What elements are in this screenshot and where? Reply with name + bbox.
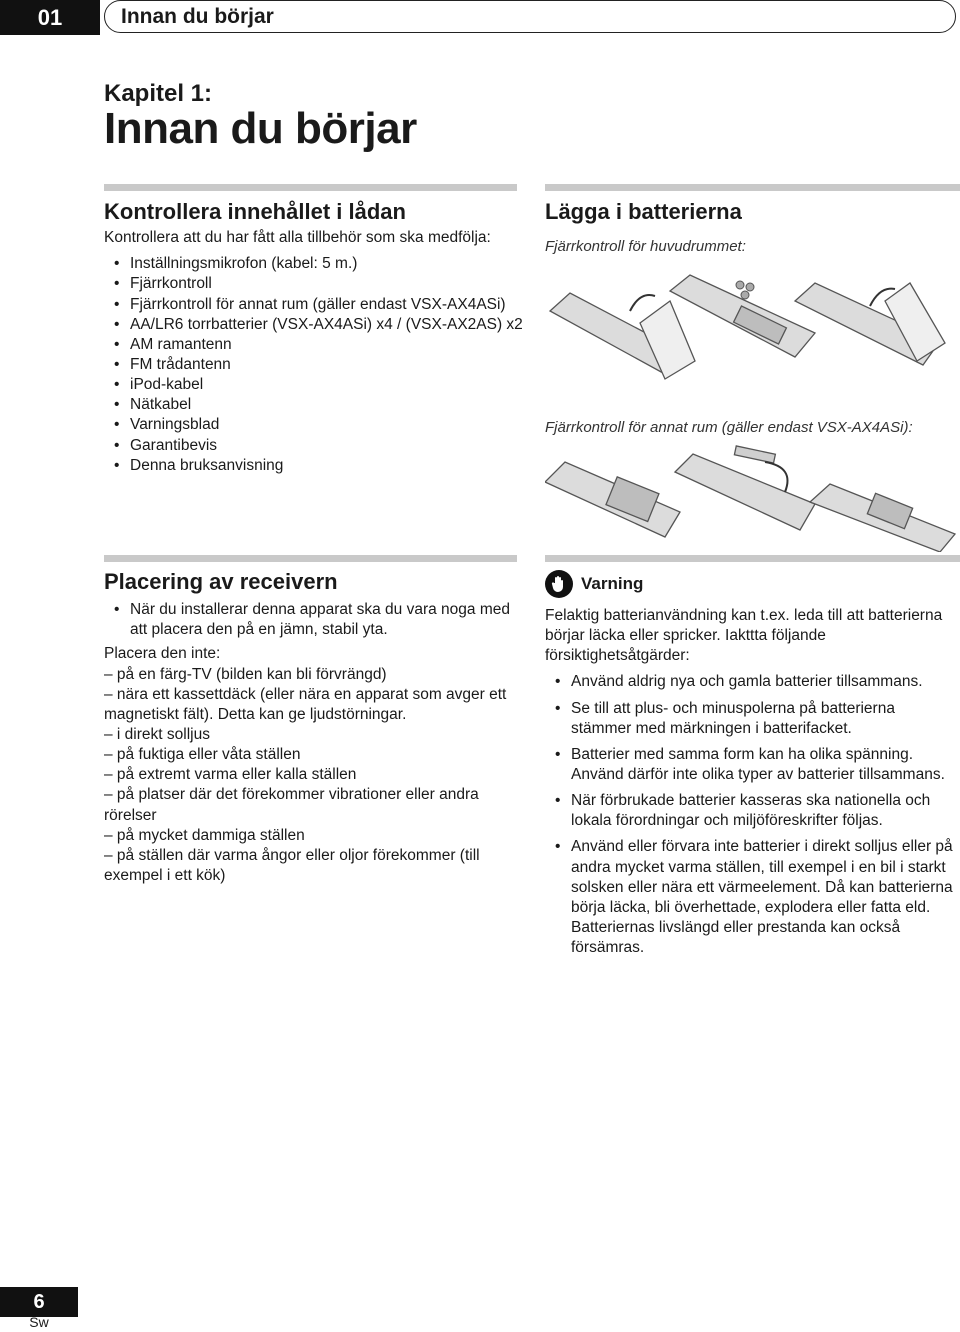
list-item: • Fjärrkontroll för annat rum (gäller endast VSX-AX4ASi) <box>104 295 524 315</box>
list-item: • Nätkabel <box>104 395 524 415</box>
list-item: • AM ramantenn <box>104 335 524 355</box>
list-item: • FM trådantenn <box>104 355 524 375</box>
warning-list <box>545 672 957 958</box>
warning-intro: Felaktig batterianvändning kan t.ex. leda till att batterierna börjar läcka eller spricker. Iakttta följande försiktighetsåtgärder: <box>545 607 943 665</box>
list-item: • Se till att plus- och minuspolerna på batterierna stämmer med märkningen i batterifacket. <box>545 699 957 739</box>
caption-main-remote: Fjärrkontroll för huvudrummet: <box>545 238 746 256</box>
placement-line: – på platser där det förekommer vibrationer eller andra rörelser <box>104 786 479 824</box>
chapter-title: Innan du börjar <box>104 104 417 153</box>
contents-section <box>104 200 524 476</box>
list-item: • Använd aldrig nya och gamla batterier tillsammans. <box>545 672 957 692</box>
caption-other-remote: Fjärrkontroll för annat rum (gäller endast VSX-AX4ASi): <box>545 419 913 437</box>
contents-intro: Kontrollera att du har fått alla tillbehör som ska medfölja: <box>104 229 491 247</box>
list-item: • När förbrukade batterier kasseras ska nationella och lokala förordningar och miljöföreskrifter följas. <box>545 791 957 831</box>
contents-heading: Kontrollera innehållet i lådan <box>104 199 406 224</box>
section-rule <box>104 555 517 562</box>
list-item: • Använd eller förvara inte batterier i direkt solljus eller på andra mycket varma ställen, till exempel i en bil i starkt solsken eller nära ett värmeelement. Då kan batterierna börja läcka, bli överhettade, explodera eller fatta eld. Batteriernas livslängd eller prestanda kan också försämras. <box>545 837 957 958</box>
placement-line: – på ställen där varma ångor eller oljor förekommer (till exempel i ett kök) <box>104 846 480 885</box>
list-item: • Garantibevis <box>104 436 524 456</box>
section-rule <box>104 184 517 191</box>
placement-line: – nära ett kassettdäck (eller nära en apparat som avger ett magnetiskt fält). Detta kan ge ljudstörningar. <box>104 685 507 723</box>
batteries-heading: Lägga i batterierna <box>545 199 742 224</box>
warning-section <box>545 570 957 964</box>
hand-stop-icon <box>545 570 573 598</box>
header-title-bar <box>104 0 956 33</box>
warning-title: Varning <box>581 574 644 593</box>
language-code: Sw <box>29 1314 49 1330</box>
section-rule <box>545 555 960 562</box>
placement-line: – i direkt solljus <box>104 726 210 744</box>
chapter-label: Kapitel 1: <box>104 80 213 107</box>
header-title: Innan du börjar <box>121 4 274 28</box>
other-remote-illustration <box>545 442 960 552</box>
placement-line: – på mycket dammiga ställen <box>104 826 305 844</box>
contents-list <box>104 254 524 476</box>
placement-line: – på fuktiga eller våta ställen <box>104 746 301 764</box>
list-item: • När du installerar denna apparat ska du vara noga med att placera den på en jämn, stabil yta. <box>104 600 520 640</box>
main-remote-illustration <box>545 261 960 401</box>
placement-bullets <box>104 600 520 640</box>
list-item: • Batterier med samma form kan ha olika spänning. Använd därför inte olika typer av batterier tillsammans. <box>545 745 957 785</box>
list-item: • Varningsblad <box>104 415 524 435</box>
warning-header <box>545 570 957 598</box>
list-item: • Denna bruksanvisning <box>104 456 524 476</box>
placement-line: – på en färg-TV (bilden kan bli förvrängd) <box>104 665 387 683</box>
section-rule <box>545 184 960 191</box>
list-item: • Inställningsmikrofon (kabel: 5 m.) <box>104 254 524 274</box>
list-item: • iPod-kabel <box>104 375 524 395</box>
placement-heading: Placering av receivern <box>104 569 338 594</box>
placement-line: – på extremt varma eller kalla ställen <box>104 766 357 784</box>
chapter-number-tab: 01 <box>0 0 100 35</box>
placement-section <box>104 570 520 886</box>
list-item: • Fjärrkontroll <box>104 274 524 294</box>
batteries-section <box>545 200 960 552</box>
page-number: 6 <box>0 1287 78 1317</box>
placement-intro: Placera den inte: <box>104 645 221 663</box>
list-item: • AA/LR6 torrbatterier (VSX-AX4ASi) x4 / (VSX-AX2AS) x2 <box>104 315 524 335</box>
